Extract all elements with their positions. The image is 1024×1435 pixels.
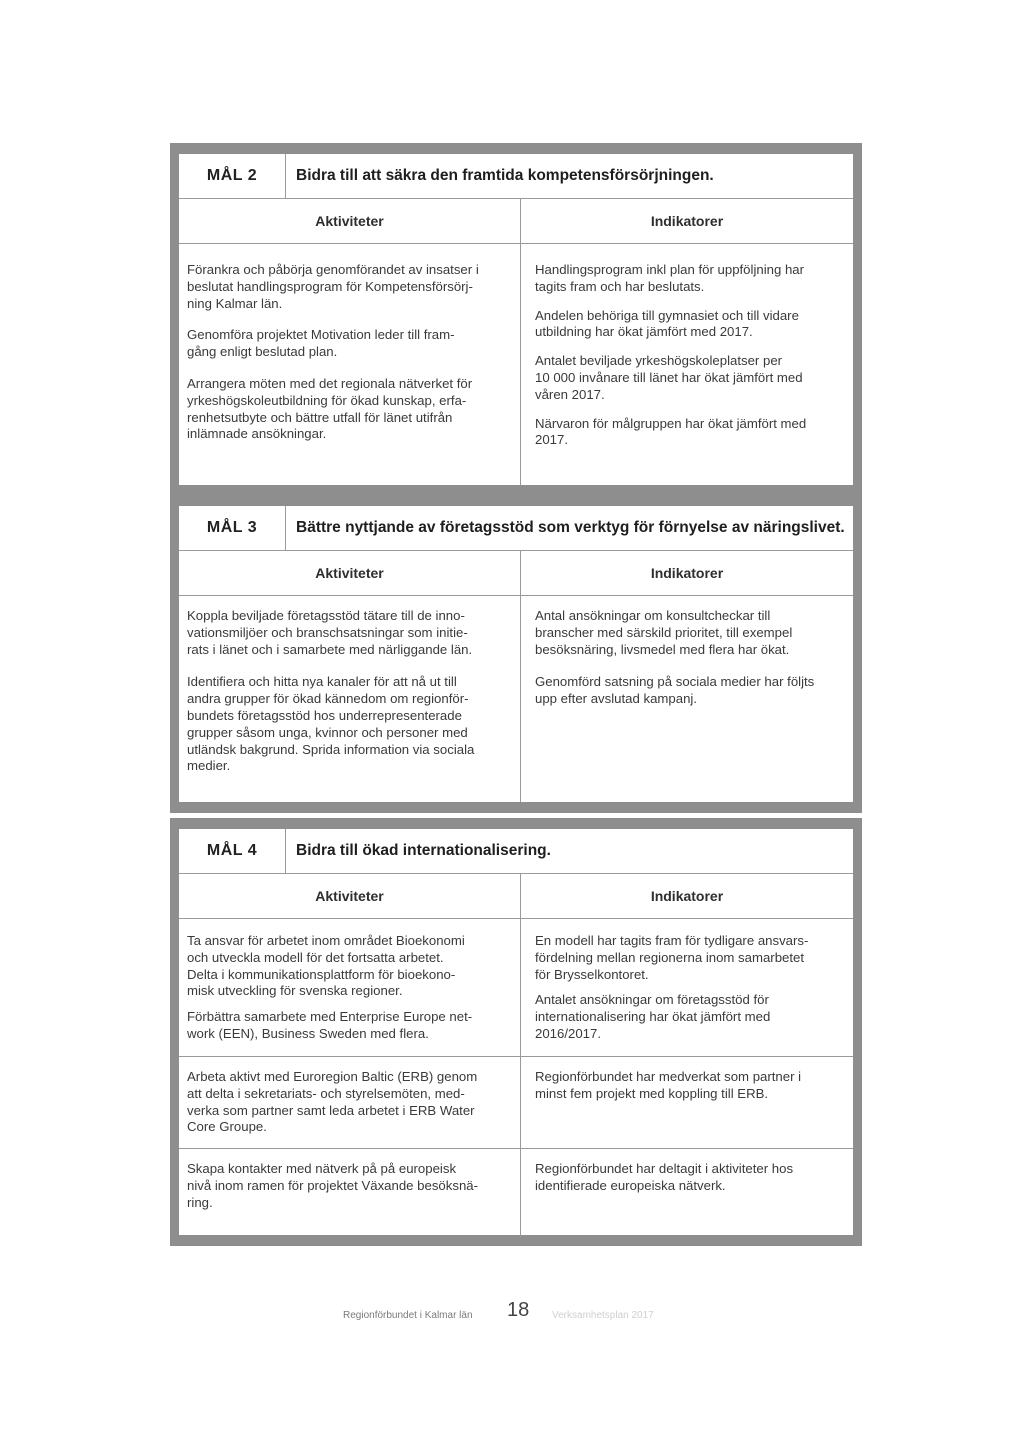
goal-4-activities [179, 1057, 521, 1148]
goal-3-indicators [521, 596, 853, 802]
goal-4-title: Bidra till ökad internationalisering. [296, 842, 551, 859]
activity-text: Arrangera möten med det regionala nätverket för yrkeshögskoleutbildning för ökad kunskap, erfa- renhetsutbyte och bättre utfall för länet utifrån inlämnade ansökningar. [187, 375, 473, 442]
activity-text: Skapa kontakter med nätverk på på europeisk nivå inom ramen för projektet Växande besöksnä- ring. [187, 1161, 479, 1210]
goal-3-title: Bättre nyttjande av företagsstöd som verktyg för förnyelse av näringslivet. [296, 519, 845, 536]
goal-4-indicators [521, 919, 853, 1056]
goal-4-activities [179, 1149, 521, 1237]
goal-4-indicators [521, 1057, 853, 1148]
footer-document-title: Verksamhetsplan 2017 [552, 1310, 654, 1321]
indicator-text: Antalet beviljade yrkeshögskoleplatser per 10 000 invånare till länet har ökat jämfört med våren 2017. [535, 353, 803, 402]
activity-text: Genomföra projektet Motivation leder till fram- gång enligt beslutad plan. [187, 327, 455, 360]
goal-4-header [179, 829, 853, 874]
goal-4-indicators-header: Indikatorer [650, 888, 724, 904]
activity-text: Förankra och påbörja genomförandet av insatser i beslutat handlingsprogram för Kompetensförsörj- ning Kalmar län. [187, 262, 479, 311]
indicator-text: Genomförd satsning på sociala medier har följts upp efter avslutad kampanj. [535, 674, 815, 707]
indicator-text: Andelen behöriga till gymnasiet och till vidare utbildning har ökat jämfört med 2017. [535, 307, 799, 340]
activity-text: Ta ansvar för arbetet inom området Bioekonomi och utveckla modell för det fortsatta arbetet. Delta i kommunikationsplattform för bioekono- misk utveckling för svenska regioner. [187, 933, 465, 999]
goal-2-activities-header: Aktiviteter [179, 199, 521, 243]
indicator-text: Handlingsprogram inkl plan för uppföljning har tagits fram och har beslutats. [535, 262, 805, 294]
goal-4-section-3 [179, 1148, 853, 1237]
activity-text: Arbeta aktivt med Euroregion Baltic (ERB) genom att delta i sekretariats- och styrelsemöten, med- verka som partner samt leda arbetet i ERB Water Core Groupe. [187, 1069, 478, 1135]
indicator-text: Regionförbundet har deltagit i aktiviteter hos identifierade europeiska nätverk. [535, 1161, 794, 1193]
goal-2-body [179, 244, 853, 485]
goal-3-box [170, 495, 862, 813]
goal-4-indicators [521, 1149, 853, 1237]
page-footer [0, 1296, 1024, 1336]
goal-4-label: MÅL 4 [179, 829, 286, 873]
goal-4-activities-header: Aktiviteter [179, 874, 521, 918]
goal-2-title: Bidra till att säkra den framtida kompetensförsörjningen. [296, 167, 714, 184]
goal-3-header [179, 506, 853, 551]
goal-4-inner [179, 829, 853, 1235]
goal-3-activities [179, 596, 521, 802]
goal-3-inner [179, 506, 853, 802]
goal-3-body [179, 596, 853, 802]
activity-text: Identifiera och hitta nya kanaler för att nå ut till andra grupper för ökad kännedom om regionför- bundets företagsstöd hos underrepresenterade grupper såsom unga, kvinnor och personer med utländsk bakgrund. Sprida information via sociala medier. [187, 674, 475, 774]
goal-3-indicators-header: Indikatorer [650, 565, 724, 581]
goal-4-section-2 [179, 1056, 853, 1148]
goal-2-indicators-header: Indikatorer [650, 213, 724, 229]
footer-organization: Regionförbundet i Kalmar län [343, 1310, 473, 1321]
goal-4-box [170, 818, 862, 1246]
goal-3-activities-header: Aktiviteter [179, 551, 521, 595]
goal-2-activities [179, 244, 521, 485]
goal-2-inner [179, 154, 853, 485]
indicator-text: Regionförbundet har medverkat som partner i minst fem projekt med koppling till ERB. [535, 1069, 802, 1101]
indicator-text: Närvaron för målgruppen har ökat jämfört med 2017. [535, 415, 807, 448]
goal-2-indicators [521, 244, 853, 485]
indicator-text: En modell har tagits fram för tydligare ansvars- fördelning mellan regionerna inom samarbetet för Brysselkontoret. [535, 933, 809, 982]
goal-3-column-headers [179, 551, 853, 596]
goal-2-column-headers [179, 199, 853, 244]
goal-2-box [170, 143, 862, 496]
goal-2-label: MÅL 2 [179, 154, 286, 198]
goal-4-activities [179, 919, 521, 1056]
goal-4-section-1 [179, 919, 853, 1056]
indicator-text: Antalet ansökningar om företagsstöd för internationalisering har ökat jämfört med 2016/2017. [535, 992, 771, 1041]
footer-page-number: 18 [507, 1299, 530, 1321]
goal-2-header [179, 154, 853, 199]
goal-3-label: MÅL 3 [179, 506, 286, 550]
activity-text: Förbättra samarbete med Enterprise Europe net- work (EEN), Business Sweden med flera. [187, 1009, 473, 1041]
indicator-text: Antal ansökningar om konsultcheckar till branscher med särskild prioritet, till exempel besöksnäring, livsmedel med flera har ökat. [535, 608, 793, 657]
activity-text: Koppla beviljade företagsstöd tätare till de inno- vationsmiljöer och branschsatsningar som initie- rats i länet och i samarbete med närliggande län. [187, 608, 473, 657]
goal-4-column-headers [179, 874, 853, 919]
